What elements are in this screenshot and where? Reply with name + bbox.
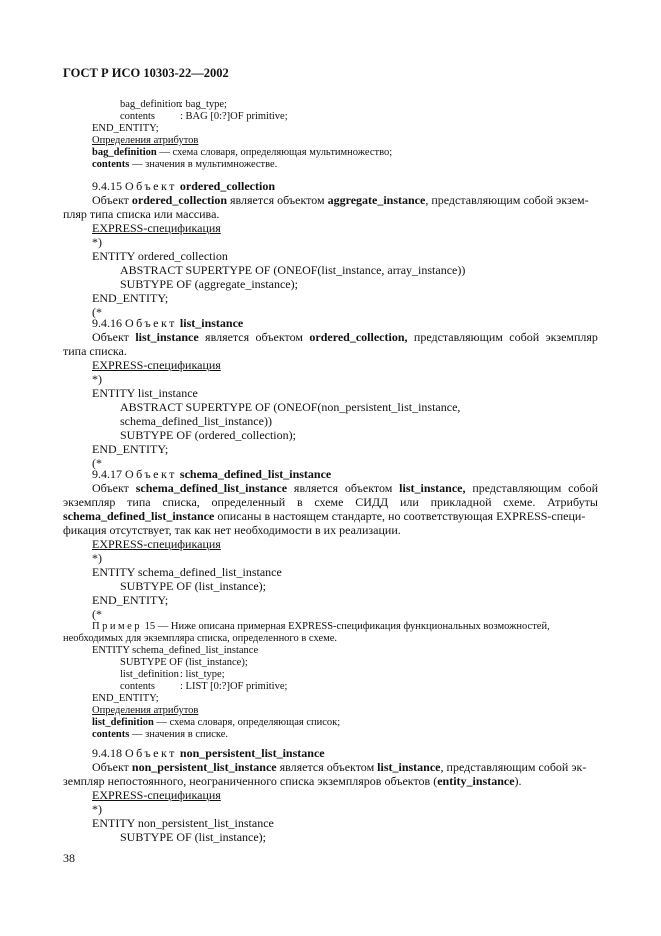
code-line: ABSTRACT SUPERTYPE OF (ONEOF(list_instance, array_instance))	[120, 263, 466, 277]
paragraph-line: Объект list_instance является объектом ordered_collection, представляющим собой экземпляр	[92, 330, 598, 344]
express-spec-heading: EXPRESS-спецификация	[92, 221, 221, 235]
code-line: SUBTYPE OF (ordered_collection);	[120, 428, 296, 442]
code-line: END_ENTITY;	[92, 442, 169, 456]
code-line: *)	[92, 372, 102, 386]
code-line: (*	[92, 456, 102, 470]
example-note: необходимых для экземпляра списка, определенного в схеме.	[63, 633, 338, 644]
section-heading: 9.4.16 Объект list_instance	[92, 316, 244, 330]
page-number: 38	[63, 851, 75, 865]
code-line: ENTITY list_instance	[92, 386, 198, 400]
paragraph-line: schema_defined_list_instance описаны в настоящем стандарте, но соответствующая EXPRESS-специ-	[63, 509, 586, 523]
code-line: (*	[92, 607, 102, 621]
code-line: SUBTYPE OF (list_instance);	[120, 830, 266, 844]
attribute-definition: bag_definition — схема словаря, определяющая мультимножество;	[92, 147, 393, 158]
code-line: ENTITY non_persistent_list_instance	[92, 816, 274, 830]
section-heading: 9.4.18 Объект non_persistent_list_instance	[92, 746, 325, 760]
paragraph-line: земпляр непостоянного, неограниченного списка экземпляров объектов (entity_instance).	[63, 774, 522, 788]
code-line: END_ENTITY;	[92, 693, 159, 704]
code-line: bag_definition : bag_type;	[120, 99, 227, 110]
code-line: SUBTYPE OF (aggregate_instance);	[120, 277, 298, 291]
section-heading: 9.4.15 Объект ordered_collection	[92, 179, 276, 193]
code-line: ABSTRACT SUPERTYPE OF (ONEOF(non_persistent_list_instance,	[120, 400, 461, 414]
code-line: END_ENTITY;	[92, 123, 159, 134]
code-line: list_definition : list_type;	[120, 669, 225, 680]
express-spec-heading: EXPRESS-спецификация	[92, 537, 221, 551]
code-line: END_ENTITY;	[92, 291, 169, 305]
paragraph-line: типа списка.	[63, 344, 127, 358]
paragraph-line: фикация отсутствует, так как нет необходимости в их реализации.	[63, 523, 401, 537]
code-line: (*	[92, 305, 102, 319]
paragraph-line: пляр типа списка или массива.	[63, 207, 220, 221]
attribute-definition: list_definition — схема словаря, определяющая список;	[92, 717, 341, 728]
paragraph-line: экземпляр типа списка, определенный в схеме СИДД или прикладной схеме. Атрибуты	[63, 495, 598, 509]
page-header: ГОСТ Р ИСО 10303-22—2002	[63, 66, 229, 80]
express-spec-heading: EXPRESS-спецификация	[92, 358, 221, 372]
attribute-definition: contents — значения в списке.	[92, 729, 229, 740]
example-note: Пример 15 — Ниже описана примерная EXPRESS-спецификация функциональных возможностей,	[92, 621, 550, 632]
code-line: ENTITY schema_defined_list_instance	[92, 645, 259, 656]
code-line: schema_defined_list_instance))	[120, 414, 272, 428]
paragraph-line: Объект ordered_collection является объектом aggregate_instance, представляющим собой экзем-	[92, 193, 589, 207]
code-line: *)	[92, 235, 102, 249]
code-line: *)	[92, 802, 102, 816]
attributes-heading: Определения атрибутов	[92, 135, 199, 146]
code-line: END_ENTITY;	[92, 593, 169, 607]
section-heading: 9.4.17 Объект schema_defined_list_instance	[92, 467, 332, 481]
paragraph-line: Объект schema_defined_list_instance является объектом list_instance, представляющим собой	[92, 481, 598, 495]
attribute-definition: contents — значения в мультимножестве.	[92, 159, 278, 170]
express-spec-heading: EXPRESS-спецификация	[92, 788, 221, 802]
code-line: contents : LIST [0:?]OF primitive;	[120, 681, 288, 692]
code-line: SUBTYPE OF (list_instance);	[120, 579, 266, 593]
paragraph-line: Объект non_persistent_list_instance является объектом list_instance, представляющим собой эк-	[92, 760, 587, 774]
code-line: ENTITY ordered_collection	[92, 249, 228, 263]
code-line: ENTITY schema_defined_list_instance	[92, 565, 282, 579]
code-line: *)	[92, 551, 102, 565]
attributes-heading: Определения атрибутов	[92, 705, 199, 716]
code-line: SUBTYPE OF (list_instance);	[120, 657, 248, 668]
code-line: contents : BAG [0:?]OF primitive;	[120, 111, 288, 122]
